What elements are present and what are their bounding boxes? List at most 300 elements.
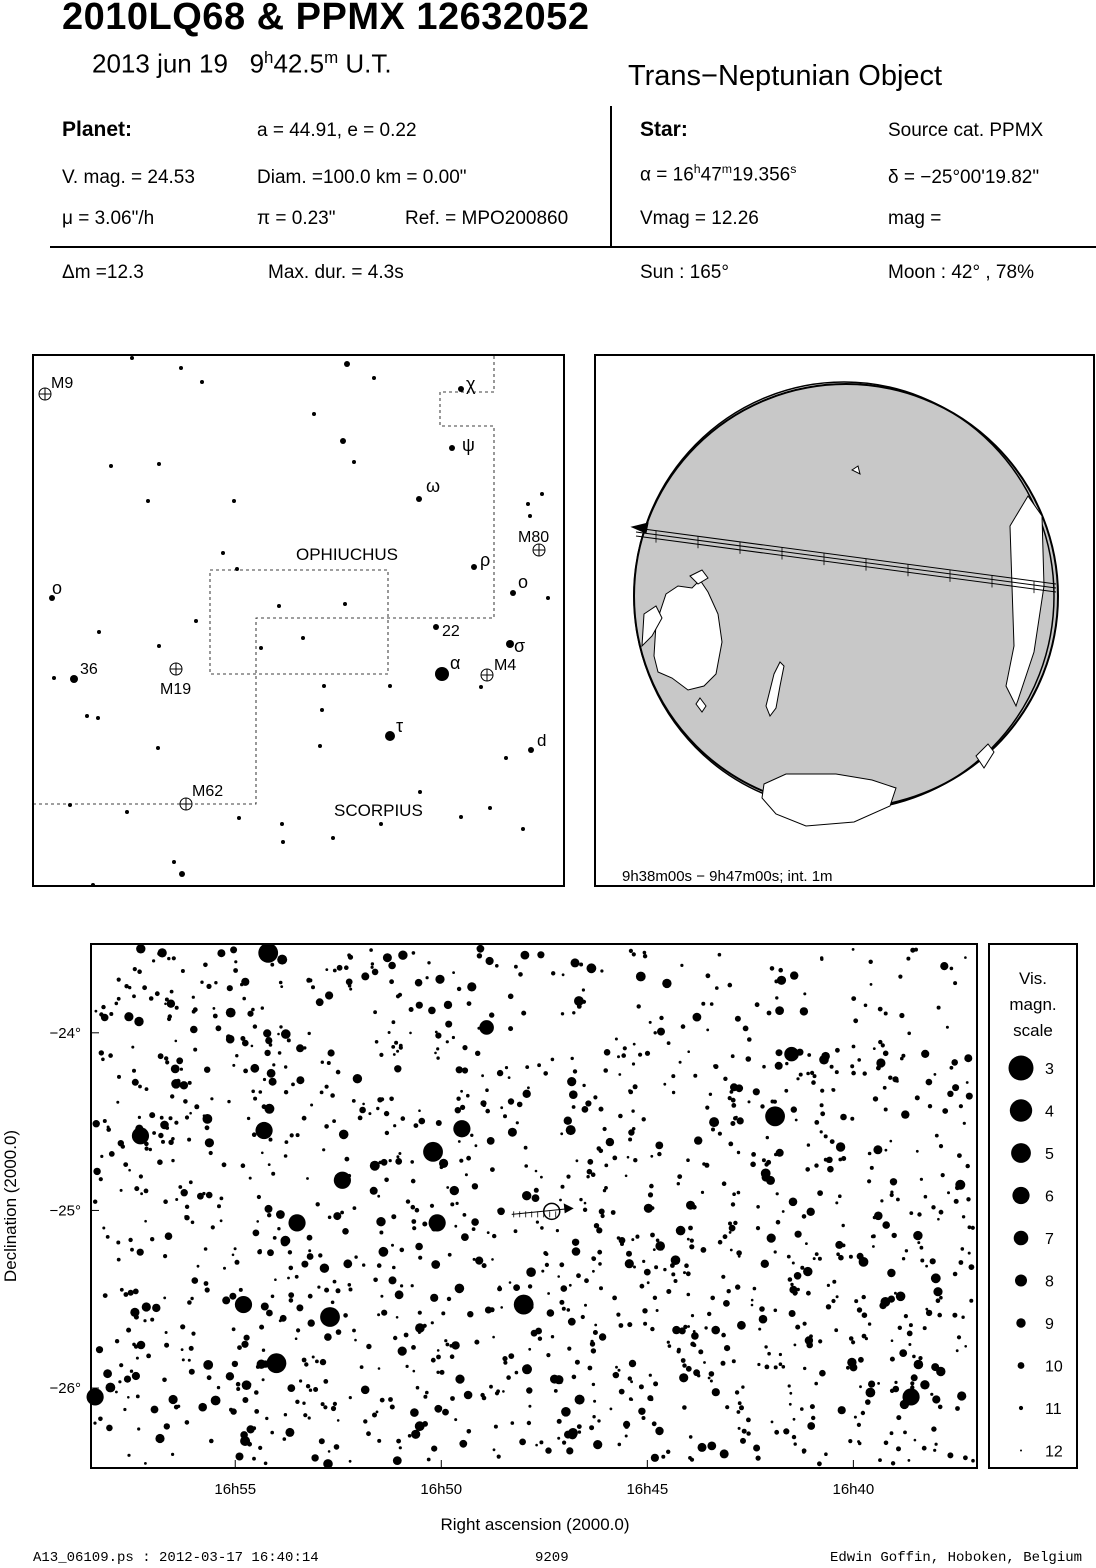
field-star <box>519 1439 526 1446</box>
field-star <box>134 1186 139 1191</box>
field-star <box>587 1159 593 1165</box>
legend-dot <box>1018 1362 1025 1369</box>
field-star <box>870 1166 874 1170</box>
field-star <box>521 1011 526 1016</box>
field-star <box>795 1325 800 1330</box>
field-star <box>561 1285 568 1292</box>
field-star <box>398 1347 407 1356</box>
field-star <box>149 1112 155 1118</box>
field-star <box>737 1117 744 1124</box>
field-star <box>687 1293 691 1297</box>
field-star <box>284 1154 288 1158</box>
field-star <box>819 1370 826 1377</box>
field-star <box>857 1253 864 1260</box>
field-star <box>194 1104 199 1109</box>
field-star <box>189 1112 192 1115</box>
field-star <box>308 1032 311 1035</box>
field-star <box>466 1094 470 1098</box>
field-star <box>559 1262 564 1267</box>
field-star <box>272 1063 275 1066</box>
field-star <box>425 1391 429 1395</box>
field-star <box>592 1383 595 1386</box>
field-star <box>93 1120 100 1127</box>
field-star <box>762 1065 766 1069</box>
field-star <box>296 1076 304 1084</box>
field-star <box>628 1129 634 1135</box>
field-star <box>853 1018 858 1023</box>
field-star <box>660 1248 663 1251</box>
field-star <box>682 1405 687 1410</box>
field-star <box>383 953 392 962</box>
field-star <box>697 1374 700 1377</box>
field-star <box>961 1316 964 1319</box>
field-star <box>534 1188 539 1193</box>
field-star <box>134 1345 138 1349</box>
field-star <box>267 1249 274 1256</box>
field-star <box>193 1048 197 1052</box>
field-star <box>492 1234 496 1238</box>
bright-star <box>479 1020 494 1035</box>
field-star <box>211 1225 215 1229</box>
field-star <box>237 1345 242 1350</box>
field-star <box>459 1159 463 1163</box>
field-star <box>302 1402 305 1405</box>
field-star <box>99 1050 104 1055</box>
field-star <box>354 1255 357 1258</box>
field-star <box>616 1313 620 1317</box>
field-star <box>502 1390 505 1393</box>
field-star <box>332 1119 336 1123</box>
finder-star <box>259 646 263 650</box>
field-star <box>428 1007 436 1015</box>
finder-star <box>540 492 544 496</box>
legend-dot <box>1009 1056 1034 1081</box>
field-star <box>164 1122 167 1125</box>
field-star <box>807 1422 815 1430</box>
field-star <box>689 1244 694 1249</box>
field-star <box>568 1428 578 1438</box>
field-star <box>835 1201 838 1204</box>
field-star <box>806 1072 810 1076</box>
field-star <box>814 1120 819 1125</box>
field-star <box>175 1006 179 1010</box>
x-axis-label: Right ascension (2000.0) <box>440 1515 630 1534</box>
field-star <box>625 1175 628 1178</box>
field-star <box>557 1437 560 1440</box>
field-star <box>649 1021 652 1024</box>
field-star <box>784 1089 788 1093</box>
field-star <box>422 1222 427 1227</box>
field-star <box>728 983 733 988</box>
field-star <box>161 1140 165 1144</box>
field-star <box>643 1322 647 1326</box>
field-star <box>966 1081 969 1084</box>
field-star <box>624 1424 629 1429</box>
field-star <box>462 1045 467 1050</box>
field-star <box>648 1192 653 1197</box>
field-star <box>582 1106 589 1113</box>
field-star <box>506 1375 511 1380</box>
field-star <box>233 968 238 973</box>
field-star <box>942 1108 948 1114</box>
field-star <box>557 1419 562 1424</box>
field-star <box>582 1000 586 1004</box>
field-star <box>264 1462 268 1466</box>
field-star <box>241 1163 246 1168</box>
field-star <box>312 1356 315 1359</box>
field-star <box>599 1286 603 1290</box>
field-star <box>866 1388 876 1398</box>
field-star <box>301 1261 308 1268</box>
field-star <box>414 1123 419 1128</box>
field-star <box>799 1073 803 1077</box>
bright-star <box>132 1127 149 1144</box>
field-star <box>416 1386 420 1390</box>
field-star <box>331 1406 336 1411</box>
field-star <box>789 1198 798 1207</box>
finder-star <box>352 460 356 464</box>
field-star <box>628 1089 631 1092</box>
finder-star <box>301 636 305 640</box>
field-star <box>909 1211 913 1215</box>
field-star <box>627 1156 630 1159</box>
field-star <box>913 1231 922 1240</box>
field-star <box>503 1114 507 1118</box>
field-star <box>794 1442 797 1445</box>
field-star <box>625 1435 628 1438</box>
field-star <box>321 1061 324 1064</box>
field-star <box>537 1063 541 1067</box>
field-star <box>718 953 722 957</box>
field-star <box>436 1120 442 1126</box>
field-star <box>284 1065 287 1068</box>
field-star <box>324 1288 329 1293</box>
delta-mag: Δm =12.3 <box>62 262 144 283</box>
field-star <box>452 971 455 974</box>
field-star <box>826 1304 831 1309</box>
field-star <box>933 1449 936 1452</box>
field-star <box>926 1310 932 1316</box>
field-star <box>755 1002 760 1007</box>
field-star <box>528 1348 531 1351</box>
field-star <box>582 1084 585 1087</box>
field-star <box>418 1331 421 1334</box>
field-star <box>254 1390 259 1395</box>
field-star <box>480 1393 484 1397</box>
field-star <box>460 1090 463 1093</box>
field-star <box>164 1056 168 1060</box>
field-star <box>456 1202 459 1205</box>
bright-star <box>765 1106 785 1126</box>
field-star <box>535 1170 538 1173</box>
field-star <box>617 1236 621 1240</box>
field-star <box>283 1437 287 1441</box>
field-star <box>106 1127 111 1132</box>
field-star <box>381 1159 388 1166</box>
field-star <box>497 1070 503 1076</box>
field-star <box>333 1402 337 1406</box>
field-star <box>475 1051 479 1055</box>
field-star <box>838 1406 846 1414</box>
field-star <box>935 1443 938 1446</box>
field-star <box>571 1057 574 1060</box>
field-star <box>830 1139 835 1144</box>
field-star <box>136 944 145 953</box>
field-star <box>850 1364 858 1372</box>
field-star <box>601 1214 605 1218</box>
field-star <box>851 1071 856 1076</box>
field-star <box>912 1355 916 1359</box>
field-star <box>498 1286 501 1289</box>
field-star <box>115 1002 119 1006</box>
field-star <box>450 1186 459 1195</box>
field-star <box>873 1096 878 1101</box>
field-star <box>718 1132 722 1136</box>
field-star <box>303 1413 307 1417</box>
field-star <box>835 1070 839 1074</box>
field-star <box>940 962 948 970</box>
finder-label: M19 <box>160 681 192 698</box>
field-star <box>968 1225 972 1229</box>
field-star <box>870 983 873 986</box>
field-star <box>674 1279 678 1283</box>
legend-mag: 3 <box>1045 1061 1054 1078</box>
field-star <box>751 1304 754 1307</box>
field-star <box>964 1345 967 1348</box>
field-star <box>361 1386 370 1395</box>
field-star <box>163 1254 167 1258</box>
field-star <box>281 1238 289 1246</box>
field-star <box>124 1376 131 1383</box>
field-star <box>776 1220 781 1225</box>
field-star <box>629 949 633 953</box>
field-star <box>562 1307 566 1311</box>
field-star <box>566 1175 570 1179</box>
field-star <box>450 1354 455 1359</box>
field-star <box>738 1401 742 1405</box>
field-star <box>217 1204 221 1208</box>
field-star <box>612 1156 617 1161</box>
field-star <box>554 1389 558 1393</box>
field-star <box>610 1408 613 1411</box>
star-chart <box>0 930 1096 1550</box>
field-star <box>371 962 374 965</box>
field-star <box>663 1083 666 1086</box>
field-star <box>788 1384 791 1387</box>
finder-star <box>280 822 284 826</box>
field-star <box>571 958 580 967</box>
field-star <box>285 1428 294 1437</box>
field-star <box>242 997 246 1001</box>
field-star <box>704 1326 707 1329</box>
finder-label: ω <box>426 476 441 496</box>
finder-label: 36 <box>80 661 98 678</box>
finder-star <box>281 840 285 844</box>
field-star <box>503 1361 507 1365</box>
field-star <box>456 1097 460 1101</box>
field-star <box>964 1054 972 1062</box>
antarctica <box>762 774 896 826</box>
field-star <box>440 1370 445 1375</box>
field-star <box>220 1219 223 1222</box>
finder-star <box>372 376 376 380</box>
field-star <box>547 1309 555 1317</box>
field-star <box>857 1423 861 1427</box>
field-star <box>442 1409 449 1416</box>
field-star <box>791 1106 797 1112</box>
field-star <box>241 1341 248 1348</box>
field-star <box>751 1299 754 1302</box>
field-star <box>578 1430 581 1433</box>
field-star <box>532 1194 540 1202</box>
field-star <box>430 1294 438 1302</box>
bright-star <box>87 1388 104 1405</box>
field-star <box>842 1244 846 1248</box>
field-star <box>362 1103 365 1106</box>
field-star <box>180 1081 188 1089</box>
finder-star <box>528 747 534 753</box>
field-star <box>485 1109 490 1114</box>
field-star <box>258 1446 262 1450</box>
field-star <box>803 1322 807 1326</box>
finder-star <box>179 366 183 370</box>
field-star <box>963 1122 966 1125</box>
field-star <box>628 1376 632 1380</box>
field-star <box>969 1264 975 1270</box>
field-star <box>376 1217 385 1226</box>
field-star <box>486 957 494 965</box>
finder-star <box>237 816 241 820</box>
finder-star <box>277 604 281 608</box>
field-star <box>400 1248 405 1253</box>
field-star <box>128 1290 134 1296</box>
field-star <box>600 969 603 972</box>
field-star <box>454 1225 457 1228</box>
field-star <box>434 1052 437 1055</box>
finder-star <box>458 386 464 392</box>
field-star <box>182 1358 185 1361</box>
field-star <box>950 967 954 971</box>
field-star <box>690 1342 695 1347</box>
field-star <box>508 1353 514 1359</box>
field-star <box>470 1134 473 1137</box>
field-star <box>725 1405 729 1409</box>
field-star <box>687 1050 690 1053</box>
field-star <box>650 1327 654 1331</box>
field-star <box>475 1257 483 1265</box>
field-star <box>718 1240 723 1245</box>
field-star <box>450 1202 454 1206</box>
legend-dot <box>1012 1187 1029 1204</box>
field-star <box>834 1328 838 1332</box>
field-star <box>800 1007 808 1015</box>
field-star <box>632 1062 635 1065</box>
field-star <box>568 1318 576 1326</box>
field-star <box>953 1272 958 1277</box>
field-star <box>657 1152 661 1156</box>
field-star <box>229 1408 233 1412</box>
field-star <box>782 1365 786 1369</box>
field-star <box>287 1277 290 1280</box>
bright-star <box>453 1120 470 1137</box>
field-star <box>290 1133 294 1137</box>
field-star <box>750 1162 756 1168</box>
field-star <box>251 1090 255 1094</box>
legend-dot <box>1019 1406 1023 1410</box>
field-star <box>471 1218 479 1226</box>
field-star <box>137 969 142 974</box>
field-star <box>308 1249 311 1252</box>
field-star <box>188 1359 191 1362</box>
finder-star <box>471 564 477 570</box>
field-star <box>349 1396 352 1399</box>
field-star <box>389 979 394 984</box>
field-star <box>525 1065 529 1069</box>
field-star <box>747 1037 752 1042</box>
planet-vmag: V. mag. = 24.53 <box>62 167 195 188</box>
field-star <box>183 1099 188 1104</box>
field-star <box>774 1309 778 1313</box>
field-star <box>150 1318 154 1322</box>
field-star <box>205 1138 214 1147</box>
field-star <box>701 1247 707 1253</box>
field-star <box>868 1381 875 1388</box>
field-star <box>922 1446 927 1451</box>
field-star <box>832 1088 836 1092</box>
field-star <box>226 1008 236 1018</box>
field-star <box>644 1204 653 1213</box>
planet-orbit: a = 44.91, e = 0.22 <box>257 120 417 141</box>
field-star <box>643 951 647 955</box>
field-star <box>144 1189 149 1194</box>
field-star <box>731 1054 735 1058</box>
field-star <box>333 1212 341 1220</box>
field-star <box>638 1053 642 1057</box>
field-star <box>728 1142 733 1147</box>
field-star <box>116 1101 119 1104</box>
field-star <box>253 1097 257 1101</box>
field-star <box>384 1178 389 1183</box>
field-star <box>157 951 162 956</box>
field-star <box>707 1442 716 1451</box>
field-star <box>310 1104 313 1107</box>
field-star <box>626 1251 632 1257</box>
field-star <box>160 1116 164 1120</box>
field-star <box>279 981 283 985</box>
field-star <box>971 1226 975 1230</box>
field-star <box>253 1230 260 1237</box>
field-star <box>628 1138 632 1142</box>
field-star <box>775 996 778 999</box>
field-star <box>390 1405 395 1410</box>
field-star <box>385 1131 389 1135</box>
star-ra: $\alpha = 16^h47^m19.356^s$ <box>640 162 797 186</box>
field-star <box>378 1367 381 1370</box>
field-star <box>758 1328 761 1331</box>
field-star <box>296 1133 300 1137</box>
field-star <box>460 1105 465 1110</box>
field-star <box>236 1387 240 1391</box>
field-star <box>957 1391 966 1400</box>
field-star <box>645 1051 650 1056</box>
field-star <box>299 1379 302 1382</box>
field-star <box>291 1083 295 1087</box>
field-star <box>496 1389 500 1393</box>
field-star <box>775 1062 783 1070</box>
y-tick-label: −25° <box>49 1202 81 1220</box>
field-star <box>270 1431 274 1435</box>
field-star <box>756 1205 760 1209</box>
